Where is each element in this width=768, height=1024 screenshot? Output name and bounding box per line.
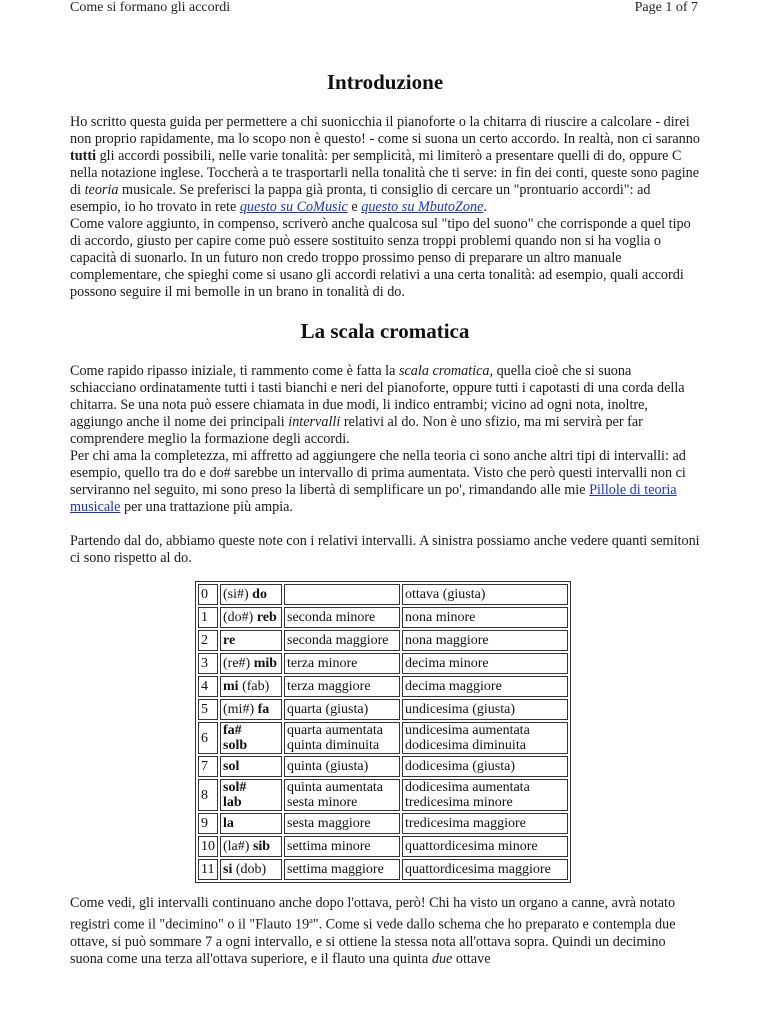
semitone-count: 7 — [198, 756, 218, 777]
interval-first-octave: settima minore — [284, 836, 400, 857]
semitone-count: 1 — [198, 607, 218, 628]
chromatic-paragraph-4: Come vedi, gli intervalli continuano anche dopo l'ottava, però! Chi ha visto un organo a canne, avrà notato registri come il "decimino" o il "Flauto 19$^a$". Come si vede dallo schema che ho preparato e contempla due ottave, si può sommare 7 a ogni intervallo, e si ottiene la stessa nota all'ottava sopra. Quindi un decimino suona come una terza all'ottava superiore, e il flauto una quinta due ottave — [70, 895, 676, 967]
chromatic-paragraph-3: Partendo dal do, abbiamo queste note con i relativi intervalli. A sinistra possiamo anche vedere quanti semitoni ci sono rispetto al do. — [70, 533, 700, 566]
semitone-count: 9 — [198, 813, 218, 834]
interval-second-octave: dodicesima (giusta) — [402, 756, 568, 777]
interval-second-octave: nona maggiore — [402, 630, 568, 651]
page-header — [70, 0, 698, 20]
interval-first-octave: quinta (giusta) — [284, 756, 400, 777]
section-title-scala-cromatica: La scala cromatica — [300, 319, 470, 343]
note-name: (mi#) fa — [220, 699, 282, 720]
intro-paragraph-2: Come valore aggiunto, in compenso, scriverò anche qualcosa sul "tipo del suono" che corrisponde a quel tipo di accordo, giusto per capire come può essere sostituito senza troppi problemi quando non si ha voglia o capacità di suonarlo. In un futuro non credo troppo prossimo penso di preparare un altro manuale complementare, che spieghi come si usano gli accordi relativi a una certa tonalità: ad esempio, quali accordi possono seguire il mi bemolle in un brano in tonalità di do. — [70, 216, 691, 300]
document-title: Come si formano gli accordi — [70, 0, 231, 15]
table-row — [198, 756, 568, 777]
interval-first-octave: terza maggiore — [284, 676, 400, 697]
link-pillole-teoria[interactable]: Pillole di teoria musicale — [70, 482, 677, 515]
interval-first-octave: seconda maggiore — [284, 630, 400, 651]
table-row — [198, 813, 568, 834]
table-row — [198, 676, 568, 697]
note-name: sol — [220, 756, 282, 777]
interval-second-octave: decima minore — [402, 653, 568, 674]
interval-first-octave: sesta maggiore — [284, 813, 400, 834]
interval-first-octave: quinta aumentata sesta minore — [284, 779, 400, 811]
note-name: fa# solb — [220, 722, 282, 754]
semitone-count: 2 — [198, 630, 218, 651]
note-name: la — [220, 813, 282, 834]
semitone-count: 11 — [198, 859, 218, 880]
semitone-count: 6 — [198, 722, 218, 754]
interval-second-octave: undicesima aumentata dodicesima diminuita — [402, 722, 568, 754]
semitone-count: 8 — [198, 779, 218, 811]
interval-second-octave: tredicesima maggiore — [402, 813, 568, 834]
interval-first-octave: quarta (giusta) — [284, 699, 400, 720]
semitone-count: 0 — [198, 584, 218, 605]
interval-second-octave: nona minore — [402, 607, 568, 628]
intervals-table — [195, 581, 571, 883]
document-body — [70, 66, 700, 968]
interval-second-octave: dodicesima aumentata tredicesima minore — [402, 779, 568, 811]
interval-second-octave: ottava (giusta) — [402, 584, 568, 605]
link-mbutozone[interactable]: questo su MbutoZone — [361, 199, 484, 215]
note-name: re — [220, 630, 282, 651]
table-row — [198, 607, 568, 628]
interval-first-octave: settima maggiore — [284, 859, 400, 880]
interval-first-octave — [284, 584, 400, 605]
note-name: (la#) sib — [220, 836, 282, 857]
chromatic-paragraph-2: Per chi ama la completezza, mi affretto ad aggiungere che nella teoria ci sono anche altri tipi di intervalli: ad esempio, quello tra do e do# sarebbe un intervallo di prima aumentata. Visto che però questi intervalli non ci serviranno nel seguito, mi sono preso la libertà di semplificare un po', rimandando alle mie Pillole di teoria musicale per una trattazione più ampia. — [70, 448, 686, 515]
interval-first-octave: seconda minore — [284, 607, 400, 628]
note-name: sol# lab — [220, 779, 282, 811]
semitone-count: 10 — [198, 836, 218, 857]
intro-paragraph-1: Ho scritto questa guida per permettere a chi suonicchia il pianoforte o la chitarra di riuscire a calcolare - direi non proprio rapidamente, ma lo scopo non è questo! - come si suona un certo accordo. In realtà, non ci saranno tutti gli accordi possibili, nelle varie tonalità: per semplicità, mi limiterò a presentare quelli di do, oppure C nella notazione inglese. Toccherà a te trasportarli nella tonalità che ti serve: in fin dei conti, queste sono pagine di teoria musicale. Se preferisci la pappa già pronta, ti consiglio di cercare un "prontuario accordi": ad esempio, io ho trovato in rete questo su CoMusic e questo su MbutoZone. — [70, 114, 700, 215]
semitone-count: 3 — [198, 653, 218, 674]
semitone-count: 4 — [198, 676, 218, 697]
semitone-count: 5 — [198, 699, 218, 720]
table-row — [198, 699, 568, 720]
table-row — [198, 779, 568, 811]
note-name: (re#) mib — [220, 653, 282, 674]
table-row — [198, 584, 568, 605]
note-name: (si#) do — [220, 584, 282, 605]
interval-second-octave: decima maggiore — [402, 676, 568, 697]
interval-first-octave: quarta aumentata quinta diminuita — [284, 722, 400, 754]
interval-second-octave: quattordicesima maggiore — [402, 859, 568, 880]
interval-second-octave: undicesima (giusta) — [402, 699, 568, 720]
table-row — [198, 653, 568, 674]
table-row — [198, 722, 568, 754]
table-row — [198, 836, 568, 857]
table-row — [198, 859, 568, 880]
note-name: (do#) reb — [220, 607, 282, 628]
table-row — [198, 630, 568, 651]
chromatic-paragraph-1: Come rapido ripasso iniziale, ti rammento come è fatta la scala cromatica, quella cioè che si suona schiacciano ordinatamente tutti i tasti bianchi e neri del pianoforte, oppure tutti i capotasti di una corda della chitarra. Se una nota può essere chiamata in due modi, li indico entrambi; vicino ad ogni nota, inoltre, aggiungo anche il nome dei principali intervalli relativi al do. Non è uno sfizio, ma mi servirà per far comprendere meglio la formazione degli accordi. — [70, 363, 685, 447]
link-comusic[interactable]: questo su CoMusic — [239, 199, 348, 215]
page-number: Page 1 of 7 — [634, 0, 698, 15]
section-title-introduzione: Introduzione — [326, 70, 444, 94]
interval-first-octave: terza minore — [284, 653, 400, 674]
interval-second-octave: quattordicesima minore — [402, 836, 568, 857]
note-name: si (dob) — [220, 859, 282, 880]
note-name: mi (fab) — [220, 676, 282, 697]
